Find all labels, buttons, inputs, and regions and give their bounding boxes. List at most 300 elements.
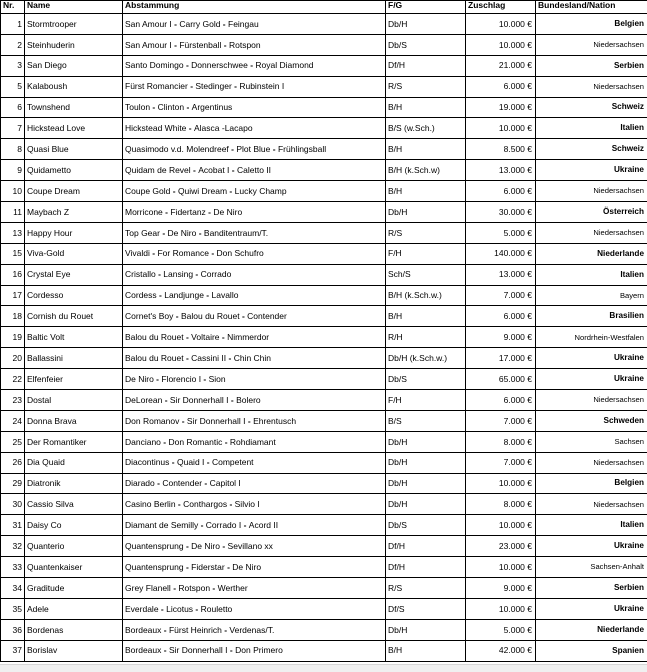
pedigree-part: Nimmerdor bbox=[227, 332, 269, 342]
cell-nr: 8 bbox=[1, 139, 25, 160]
cell-zuschlag: 17.000 € bbox=[466, 348, 536, 369]
table-row bbox=[1, 410, 647, 431]
cell-fg: R/S bbox=[386, 76, 466, 97]
pedigree-part: Chin Chin bbox=[234, 353, 271, 363]
table-row bbox=[1, 640, 647, 661]
cell-zuschlag: 13.000 € bbox=[466, 160, 536, 181]
pedigree-part: Rotspon bbox=[229, 40, 261, 50]
cell-abstammung: Coupe Gold - Quiwi Dream - Lucky Champ bbox=[123, 181, 386, 202]
cell-nr: 1 bbox=[1, 14, 25, 35]
table-row bbox=[1, 494, 647, 515]
cell-bundesland: Ukraine bbox=[536, 536, 647, 557]
cell-fg: Db/H bbox=[386, 202, 466, 223]
cell-bundesland: Niedersachsen bbox=[536, 222, 647, 243]
cell-zuschlag: 9.000 € bbox=[466, 578, 536, 599]
pedigree-part: De Niro bbox=[168, 228, 197, 238]
cell-fg: Db/H (k.Sch.w.) bbox=[386, 348, 466, 369]
cell-bundesland: Schweiz bbox=[536, 97, 647, 118]
cell-name: Viva-Gold bbox=[25, 243, 123, 264]
cell-fg: Db/H bbox=[386, 619, 466, 640]
cell-name: Cornish du Rouet bbox=[25, 306, 123, 327]
cell-fg: Db/H bbox=[386, 473, 466, 494]
pedigree-part: Morricone bbox=[125, 207, 163, 217]
pedigree-part: DeLorean bbox=[125, 395, 162, 405]
pedigree-part: Werther bbox=[218, 583, 248, 593]
cell-name: Dia Quaid bbox=[25, 452, 123, 473]
cell-name: Quasi Blue bbox=[25, 139, 123, 160]
cell-fg: B/H bbox=[386, 97, 466, 118]
header-nr: Nr. bbox=[1, 1, 25, 14]
pedigree-part: Feingau bbox=[228, 19, 259, 29]
pedigree-part: De Niro bbox=[125, 374, 154, 384]
pedigree-part: Contender bbox=[247, 311, 287, 321]
pedigree-part: Santo Domingo bbox=[125, 60, 184, 70]
cell-zuschlag: 140.000 € bbox=[466, 243, 536, 264]
cell-abstammung: Diacontinus - Quaid I - Competent bbox=[123, 452, 386, 473]
cell-abstammung: Balou du Rouet - Cassini II - Chin Chin bbox=[123, 348, 386, 369]
cell-name: Kalaboush bbox=[25, 76, 123, 97]
cell-zuschlag: 10.000 € bbox=[466, 473, 536, 494]
table-row bbox=[1, 327, 647, 348]
pedigree-part: Acobat I bbox=[198, 165, 229, 175]
cell-nr: 29 bbox=[1, 473, 25, 494]
pedigree-part: Quaid I bbox=[177, 457, 204, 467]
cell-zuschlag: 30.000 € bbox=[466, 202, 536, 223]
cell-abstammung: Bordeaux - Fürst Heinrich - Verdenas/T. bbox=[123, 619, 386, 640]
table-row bbox=[1, 285, 647, 306]
cell-bundesland: Niedersachsen bbox=[536, 452, 647, 473]
pedigree-part: Landjunge bbox=[164, 290, 204, 300]
header-fg: F/G bbox=[386, 1, 466, 14]
table-row bbox=[1, 76, 647, 97]
cell-bundesland: Serbien bbox=[536, 578, 647, 599]
pedigree-part: Lavallo bbox=[212, 290, 239, 300]
cell-nr: 26 bbox=[1, 452, 25, 473]
pedigree-part: Quantensprung bbox=[125, 541, 184, 551]
cell-bundesland: Italien bbox=[536, 515, 647, 536]
pedigree-part: Bolero bbox=[236, 395, 261, 405]
cell-fg: Df/H bbox=[386, 536, 466, 557]
pedigree-part: Diacontinus bbox=[125, 457, 169, 467]
cell-nr: 15 bbox=[1, 243, 25, 264]
cell-abstammung: Quantensprung - De Niro - Sevillano xx bbox=[123, 536, 386, 557]
cell-name: Crystal Eye bbox=[25, 264, 123, 285]
cell-zuschlag: 6.000 € bbox=[466, 306, 536, 327]
cell-bundesland: Ukraine bbox=[536, 369, 647, 390]
pedigree-part: Fidertanz bbox=[170, 207, 205, 217]
cell-name: Townshend bbox=[25, 97, 123, 118]
cell-bundesland: Belgien bbox=[536, 14, 647, 35]
table-row bbox=[1, 202, 647, 223]
cell-zuschlag: 8.500 € bbox=[466, 139, 536, 160]
cell-bundesland: Niedersachsen bbox=[536, 76, 647, 97]
table-row bbox=[1, 598, 647, 619]
cell-nr: 5 bbox=[1, 76, 25, 97]
pedigree-part: Acord II bbox=[249, 520, 278, 530]
cell-abstammung: Grey Flanell - Rotspon - Werther bbox=[123, 578, 386, 599]
table-row bbox=[1, 97, 647, 118]
cell-name: Ballassini bbox=[25, 348, 123, 369]
cell-abstammung: DeLorean - Sir Donnerhall I - Bolero bbox=[123, 390, 386, 411]
cell-abstammung: De Niro - Florencio I - Sion bbox=[123, 369, 386, 390]
cell-nr: 13 bbox=[1, 222, 25, 243]
pedigree-part: Ehrentusch bbox=[253, 416, 296, 426]
pedigree-part: Royal Diamond bbox=[255, 60, 313, 70]
cell-bundesland: Niedersachsen bbox=[536, 181, 647, 202]
pedigree-part: Alasca -Lacapo bbox=[194, 123, 253, 133]
cell-nr: 16 bbox=[1, 264, 25, 285]
cell-bundesland: Italien bbox=[536, 118, 647, 139]
pedigree-part: Banditentraum/T. bbox=[204, 228, 268, 238]
cell-abstammung: Quasimodo v.d. Molendreef - Plot Blue - Frühlingsball bbox=[123, 139, 386, 160]
pedigree-part: Rohdiamant bbox=[230, 437, 276, 447]
cell-nr: 18 bbox=[1, 306, 25, 327]
table-row bbox=[1, 181, 647, 202]
cell-abstammung: Danciano - Don Romantic - Rohdiamant bbox=[123, 431, 386, 452]
pedigree-part: Balou du Rouet bbox=[125, 353, 184, 363]
cell-name: Der Romantiker bbox=[25, 431, 123, 452]
table-row bbox=[1, 452, 647, 473]
cell-name: Hickstead Love bbox=[25, 118, 123, 139]
pedigree-part: Cornet's Boy bbox=[125, 311, 173, 321]
cell-bundesland: Serbien bbox=[536, 55, 647, 76]
cell-bundesland: Niedersachsen bbox=[536, 494, 647, 515]
cell-abstammung: Casino Berlin - Conthargos - Silvio I bbox=[123, 494, 386, 515]
pedigree-part: Balou du Rouet bbox=[181, 311, 240, 321]
cell-zuschlag: 21.000 € bbox=[466, 55, 536, 76]
cell-fg: Db/H bbox=[386, 431, 466, 452]
pedigree-part: San Amour I bbox=[125, 19, 172, 29]
cell-bundesland: Niedersachsen bbox=[536, 390, 647, 411]
table-row bbox=[1, 118, 647, 139]
pedigree-part: Sir Donnerhall I bbox=[170, 395, 229, 405]
cell-zuschlag: 8.000 € bbox=[466, 494, 536, 515]
cell-abstammung: San Amour I - Fürstenball - Rotspon bbox=[123, 34, 386, 55]
pedigree-part: Diarado bbox=[125, 478, 155, 488]
cell-fg: F/H bbox=[386, 390, 466, 411]
pedigree-part: Competent bbox=[212, 457, 254, 467]
cell-zuschlag: 42.000 € bbox=[466, 640, 536, 661]
cell-abstammung: Hickstead White - Alasca -Lacapo bbox=[123, 118, 386, 139]
cell-name: Elfenfeier bbox=[25, 369, 123, 390]
table-row bbox=[1, 306, 647, 327]
pedigree-part: Grey Flanell bbox=[125, 583, 171, 593]
table-row bbox=[1, 139, 647, 160]
cell-name: Stormtrooper bbox=[25, 14, 123, 35]
pedigree-part: De Niro bbox=[213, 207, 242, 217]
cell-nr: 30 bbox=[1, 494, 25, 515]
cell-zuschlag: 6.000 € bbox=[466, 181, 536, 202]
cell-name: Baltic Volt bbox=[25, 327, 123, 348]
cell-zuschlag: 5.000 € bbox=[466, 619, 536, 640]
cell-fg: Df/S bbox=[386, 598, 466, 619]
cell-nr: 24 bbox=[1, 410, 25, 431]
pedigree-part: Donnerschwee bbox=[191, 60, 248, 70]
table-row bbox=[1, 473, 647, 494]
cell-abstammung: Top Gear - De Niro - Banditentraum/T. bbox=[123, 222, 386, 243]
pedigree-part: Fürst Romancier bbox=[125, 81, 188, 91]
pedigree-part: Fiderstar bbox=[191, 562, 225, 572]
pedigree-part: Corrado I bbox=[206, 520, 241, 530]
cell-zuschlag: 7.000 € bbox=[466, 452, 536, 473]
pedigree-part: Rotspon bbox=[178, 583, 210, 593]
cell-fg: Df/H bbox=[386, 55, 466, 76]
cell-fg: B/S (w.Sch.) bbox=[386, 118, 466, 139]
cell-name: Cordesso bbox=[25, 285, 123, 306]
table-row bbox=[1, 390, 647, 411]
cell-zuschlag: 10.000 € bbox=[466, 557, 536, 578]
cell-name: Steinhuderin bbox=[25, 34, 123, 55]
cell-nr: 9 bbox=[1, 160, 25, 181]
table-row bbox=[1, 515, 647, 536]
cell-zuschlag: 65.000 € bbox=[466, 369, 536, 390]
cell-abstammung: Toulon - Clinton - Argentinus bbox=[123, 97, 386, 118]
pedigree-part: Don Romantic bbox=[168, 437, 222, 447]
pedigree-part: For Romance bbox=[157, 248, 209, 258]
cell-zuschlag: 9.000 € bbox=[466, 327, 536, 348]
cell-abstammung: Vivaldi - For Romance - Don Schufro bbox=[123, 243, 386, 264]
pedigree-part: Don Primero bbox=[235, 645, 283, 655]
pedigree-part: Danciano bbox=[125, 437, 161, 447]
pedigree-part: Coupe Gold bbox=[125, 186, 170, 196]
pedigree-part: Quidam de Revel bbox=[125, 165, 191, 175]
cell-zuschlag: 23.000 € bbox=[466, 536, 536, 557]
cell-name: Diatronik bbox=[25, 473, 123, 494]
cell-nr: 31 bbox=[1, 515, 25, 536]
cell-zuschlag: 10.000 € bbox=[466, 598, 536, 619]
table-body bbox=[1, 14, 647, 662]
table-row bbox=[1, 369, 647, 390]
cell-zuschlag: 10.000 € bbox=[466, 34, 536, 55]
pedigree-part: Capitol I bbox=[210, 478, 241, 488]
cell-bundesland: Spanien bbox=[536, 640, 647, 661]
header-abstammung: Abstammung bbox=[123, 1, 386, 14]
cell-name: Dostal bbox=[25, 390, 123, 411]
cell-fg: Db/S bbox=[386, 34, 466, 55]
cell-name: Quidametto bbox=[25, 160, 123, 181]
table-row bbox=[1, 264, 647, 285]
cell-abstammung: Morricone - Fidertanz - De Niro bbox=[123, 202, 386, 223]
pedigree-part: Cassini II bbox=[191, 353, 226, 363]
cell-nr: 10 bbox=[1, 181, 25, 202]
cell-zuschlag: 7.000 € bbox=[466, 285, 536, 306]
cell-abstammung: Quantensprung - Fiderstar - De Niro bbox=[123, 557, 386, 578]
pedigree-part: Voltaire bbox=[191, 332, 219, 342]
cell-abstammung: Cristallo - Lansing - Corrado bbox=[123, 264, 386, 285]
pedigree-part: Hickstead White bbox=[125, 123, 186, 133]
pedigree-part: Licotus bbox=[166, 604, 193, 614]
cell-name: San Diego bbox=[25, 55, 123, 76]
cell-zuschlag: 13.000 € bbox=[466, 264, 536, 285]
cell-fg: Sch/S bbox=[386, 264, 466, 285]
cell-nr: 37 bbox=[1, 640, 25, 661]
pedigree-part: Diamant de Semilly bbox=[125, 520, 198, 530]
pedigree-part: Bordeaux bbox=[125, 625, 161, 635]
cell-bundesland: Italien bbox=[536, 264, 647, 285]
cell-bundesland: Schweden bbox=[536, 410, 647, 431]
pedigree-part: Everdale bbox=[125, 604, 159, 614]
cell-zuschlag: 6.000 € bbox=[466, 390, 536, 411]
cell-zuschlag: 10.000 € bbox=[466, 515, 536, 536]
cell-zuschlag: 6.000 € bbox=[466, 76, 536, 97]
pedigree-part: Bordeaux bbox=[125, 645, 161, 655]
pedigree-part: Clinton bbox=[158, 102, 184, 112]
cell-nr: 3 bbox=[1, 55, 25, 76]
pedigree-part: Cordess bbox=[125, 290, 157, 300]
cell-bundesland: Österreich bbox=[536, 202, 647, 223]
pedigree-part: Silvio I bbox=[235, 499, 260, 509]
cell-bundesland: Belgien bbox=[536, 473, 647, 494]
cell-abstammung: Diarado - Contender - Capitol I bbox=[123, 473, 386, 494]
cell-nr: 17 bbox=[1, 285, 25, 306]
pedigree-part: Don Schufro bbox=[217, 248, 264, 258]
cell-bundesland: Schweiz bbox=[536, 139, 647, 160]
cell-fg: B/H bbox=[386, 181, 466, 202]
cell-abstammung: Santo Domingo - Donnerschwee - Royal Diamond bbox=[123, 55, 386, 76]
table-row bbox=[1, 55, 647, 76]
cell-name: Maybach Z bbox=[25, 202, 123, 223]
header-zuschlag: Zuschlag bbox=[466, 1, 536, 14]
pedigree-part: Sevillano xx bbox=[228, 541, 273, 551]
table-row bbox=[1, 14, 647, 35]
table-row bbox=[1, 619, 647, 640]
cell-name: Coupe Dream bbox=[25, 181, 123, 202]
cell-nr: 25 bbox=[1, 431, 25, 452]
cell-abstammung: Cordess - Landjunge - Lavallo bbox=[123, 285, 386, 306]
cell-nr: 34 bbox=[1, 578, 25, 599]
cell-name: Borislav bbox=[25, 640, 123, 661]
pedigree-part: Quasimodo v.d. Molendreef bbox=[125, 144, 229, 154]
pedigree-part: Corrado bbox=[201, 269, 232, 279]
cell-name: Donna Brava bbox=[25, 410, 123, 431]
cell-zuschlag: 7.000 € bbox=[466, 410, 536, 431]
cell-fg: Db/H bbox=[386, 494, 466, 515]
cell-fg: B/H bbox=[386, 139, 466, 160]
cell-nr: 35 bbox=[1, 598, 25, 619]
pedigree-part: Sir Donnerhall I bbox=[169, 645, 228, 655]
cell-nr: 7 bbox=[1, 118, 25, 139]
pedigree-part: Lucky Champ bbox=[235, 186, 287, 196]
pedigree-part: Caletto II bbox=[237, 165, 271, 175]
table-row bbox=[1, 243, 647, 264]
cell-fg: Db/S bbox=[386, 369, 466, 390]
cell-nr: 32 bbox=[1, 536, 25, 557]
cell-bundesland: Ukraine bbox=[536, 598, 647, 619]
cell-zuschlag: 19.000 € bbox=[466, 97, 536, 118]
pedigree-part: De Niro bbox=[232, 562, 261, 572]
cell-fg: R/S bbox=[386, 578, 466, 599]
cell-fg: B/H (k.Sch.w) bbox=[386, 160, 466, 181]
pedigree-part: Quiwi Dream bbox=[178, 186, 227, 196]
pedigree-part: Balou du Rouet bbox=[125, 332, 184, 342]
cell-nr: 33 bbox=[1, 557, 25, 578]
table-row bbox=[1, 222, 647, 243]
pedigree-part: Plot Blue bbox=[236, 144, 270, 154]
cell-fg: B/S bbox=[386, 410, 466, 431]
pedigree-part: Don Romanov bbox=[125, 416, 179, 426]
pedigree-part: Quantensprung bbox=[125, 562, 184, 572]
header-bundesland: Bundesland/Nation bbox=[536, 1, 647, 14]
cell-zuschlag: 10.000 € bbox=[466, 118, 536, 139]
cell-fg: Df/H bbox=[386, 557, 466, 578]
pedigree-part: Fürst Heinrich bbox=[169, 625, 222, 635]
cell-fg: B/H (k.Sch.w.) bbox=[386, 285, 466, 306]
pedigree-part: Stedinger bbox=[195, 81, 231, 91]
pedigree-part: Fürstenball bbox=[179, 40, 221, 50]
cell-abstammung: Fürst Romancier - Stedinger - Rubinstein I bbox=[123, 76, 386, 97]
pedigree-part: Sir Donnerhall I bbox=[187, 416, 246, 426]
pedigree-part: Conthargos bbox=[183, 499, 227, 509]
cell-abstammung: Bordeaux - Sir Donnerhall I - Don Primero bbox=[123, 640, 386, 661]
cell-nr: 22 bbox=[1, 369, 25, 390]
cell-zuschlag: 8.000 € bbox=[466, 431, 536, 452]
cell-nr: 2 bbox=[1, 34, 25, 55]
cell-fg: B/H bbox=[386, 640, 466, 661]
table-row bbox=[1, 160, 647, 181]
cell-bundesland: Brasilien bbox=[536, 306, 647, 327]
cell-name: Quantenkaiser bbox=[25, 557, 123, 578]
cell-name: Quanterio bbox=[25, 536, 123, 557]
cell-bundesland: Ukraine bbox=[536, 348, 647, 369]
header-name: Name bbox=[25, 1, 123, 14]
cell-zuschlag: 10.000 € bbox=[466, 14, 536, 35]
cell-nr: 23 bbox=[1, 390, 25, 411]
pedigree-part: Argentinus bbox=[192, 102, 233, 112]
pedigree-part: Rouletto bbox=[201, 604, 233, 614]
cell-abstammung: Cornet's Boy - Balou du Rouet - Contender bbox=[123, 306, 386, 327]
cell-abstammung: Balou du Rouet - Voltaire - Nimmerdor bbox=[123, 327, 386, 348]
cell-fg: Db/H bbox=[386, 452, 466, 473]
cell-name: Happy Hour bbox=[25, 222, 123, 243]
cell-bundesland: Sachsen bbox=[536, 431, 647, 452]
table-row bbox=[1, 34, 647, 55]
pedigree-part: Verdenas/T. bbox=[229, 625, 274, 635]
cell-abstammung: Don Romanov - Sir Donnerhall I - Ehrentusch bbox=[123, 410, 386, 431]
table-row bbox=[1, 536, 647, 557]
pedigree-part: Casino Berlin bbox=[125, 499, 176, 509]
cell-zuschlag: 5.000 € bbox=[466, 222, 536, 243]
cell-fg: B/H bbox=[386, 306, 466, 327]
pedigree-part: Toulon bbox=[125, 102, 150, 112]
cell-bundesland: Ukraine bbox=[536, 160, 647, 181]
table-row bbox=[1, 578, 647, 599]
cell-bundesland: Bayern bbox=[536, 285, 647, 306]
pedigree-part: Carry Gold bbox=[179, 19, 220, 29]
pedigree-part: Contender bbox=[162, 478, 202, 488]
cell-abstammung: Everdale - Licotus - Rouletto bbox=[123, 598, 386, 619]
cell-bundesland: Niederlande bbox=[536, 619, 647, 640]
cell-bundesland: Niedersachsen bbox=[536, 34, 647, 55]
cell-nr: 11 bbox=[1, 202, 25, 223]
pedigree-part: San Amour I bbox=[125, 40, 172, 50]
cell-fg: R/H bbox=[386, 327, 466, 348]
cell-name: Graditude bbox=[25, 578, 123, 599]
cell-bundesland: Niederlande bbox=[536, 243, 647, 264]
cell-name: Cassio Silva bbox=[25, 494, 123, 515]
cell-abstammung: Diamant de Semilly - Corrado I - Acord II bbox=[123, 515, 386, 536]
pedigree-part: Rubinstein I bbox=[239, 81, 284, 91]
cell-bundesland: Sachsen-Anhalt bbox=[536, 557, 647, 578]
cell-name: Bordenas bbox=[25, 619, 123, 640]
pedigree-part: Frühlingsball bbox=[278, 144, 326, 154]
cell-nr: 20 bbox=[1, 348, 25, 369]
pedigree-part: Vivaldi bbox=[125, 248, 150, 258]
cell-nr: 36 bbox=[1, 619, 25, 640]
cell-abstammung: San Amour I - Carry Gold - Feingau bbox=[123, 14, 386, 35]
pedigree-part: De Niro bbox=[191, 541, 220, 551]
cell-bundesland: Nordrhein-Westfalen bbox=[536, 327, 647, 348]
pedigree-part: Lansing bbox=[163, 269, 193, 279]
